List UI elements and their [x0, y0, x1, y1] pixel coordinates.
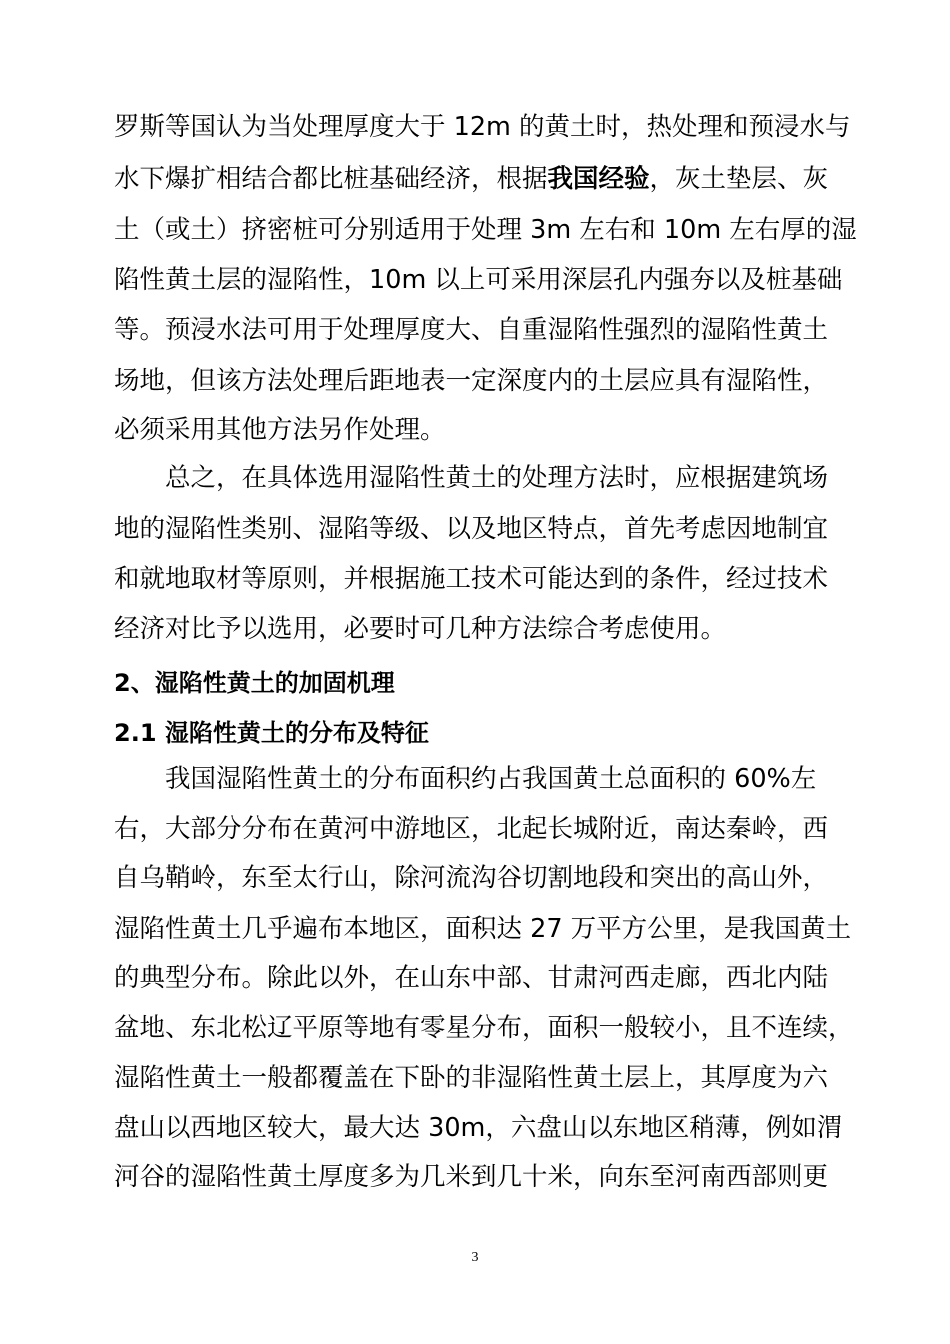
text-run: ，灰土垫层、灰 — [649, 164, 829, 194]
paragraph-line: 右，大部分分布在黄河中游地区，北起长城附近，南达秦岭，西 — [114, 814, 829, 844]
paragraph-line: 和就地取材等原则，并根据施工技术可能达到的条件，经过技术 — [114, 564, 829, 594]
paragraph-line: 湿陷性黄土几乎遍布本地区，面积达 27 万平方公里，是我国黄土 — [114, 914, 852, 944]
paragraph-line: 我国湿陷性黄土的分布面积约占我国黄土总面积的 60%左 — [165, 764, 817, 794]
paragraph-line: 地的湿陷性类别、湿陷等级、以及地区特点，首先考虑因地制宜 — [114, 514, 829, 544]
paragraph-line: 的典型分布。除此以外，在山东中部、甘肃河西走廊，西北内陆 — [114, 963, 829, 993]
paragraph-line: 经济对比予以选用，必要时可几种方法综合考虑使用。 — [114, 614, 727, 644]
paragraph-line: 陷性黄土层的湿陷性，10m 以上可采用深层孔内强夯以及桩基础 — [114, 265, 843, 295]
paragraph-line: 湿陷性黄土一般都覆盖在下卧的非湿陷性黄土层上，其厚度为六 — [114, 1063, 829, 1093]
paragraph-line: 等。预浸水法可用于处理厚度大、自重湿陷性强烈的湿陷性黄土 — [114, 315, 829, 345]
section-heading: 2、湿陷性黄土的加固机理 — [114, 669, 395, 697]
paragraph-line: 罗斯等国认为当处理厚度大于 12m 的黄土时，热处理和预浸水与 — [114, 112, 851, 142]
bold-text: 我国经验 — [547, 164, 650, 194]
subsection-heading: 2.1 湿陷性黄土的分布及特征 — [114, 719, 429, 747]
paragraph-line: 盆地、东北松辽平原等地有零星分布，面积一般较小，且不连续， — [114, 1013, 854, 1043]
page-number: 3 — [471, 1250, 479, 1265]
text-run: 水下爆扩相结合都比桩基础经济，根据 — [114, 164, 548, 194]
paragraph-line — [114, 162, 828, 196]
paragraph-line: 必须采用其他方法另作处理。 — [114, 415, 446, 445]
paragraph-line: 盘山以西地区较大，最大达 30m，六盘山以东地区稍薄，例如渭 — [114, 1113, 843, 1143]
paragraph-line: 场地，但该方法处理后距地表一定深度内的土层应具有湿陷性， — [114, 366, 829, 396]
paragraph-line: 河谷的湿陷性黄土厚度多为几米到几十米，向东至河南西部则更 — [114, 1162, 829, 1192]
paragraph-line: 总之，在具体选用湿陷性黄土的处理方法时，应根据建筑场 — [165, 463, 829, 493]
paragraph-line: 自乌鞘岭，东至太行山，除河流沟谷切割地段和突出的高山外， — [114, 863, 829, 893]
paragraph-line: 土（或土）挤密桩可分别适用于处理 3m 左右和 10m 左右厚的湿 — [114, 215, 857, 245]
